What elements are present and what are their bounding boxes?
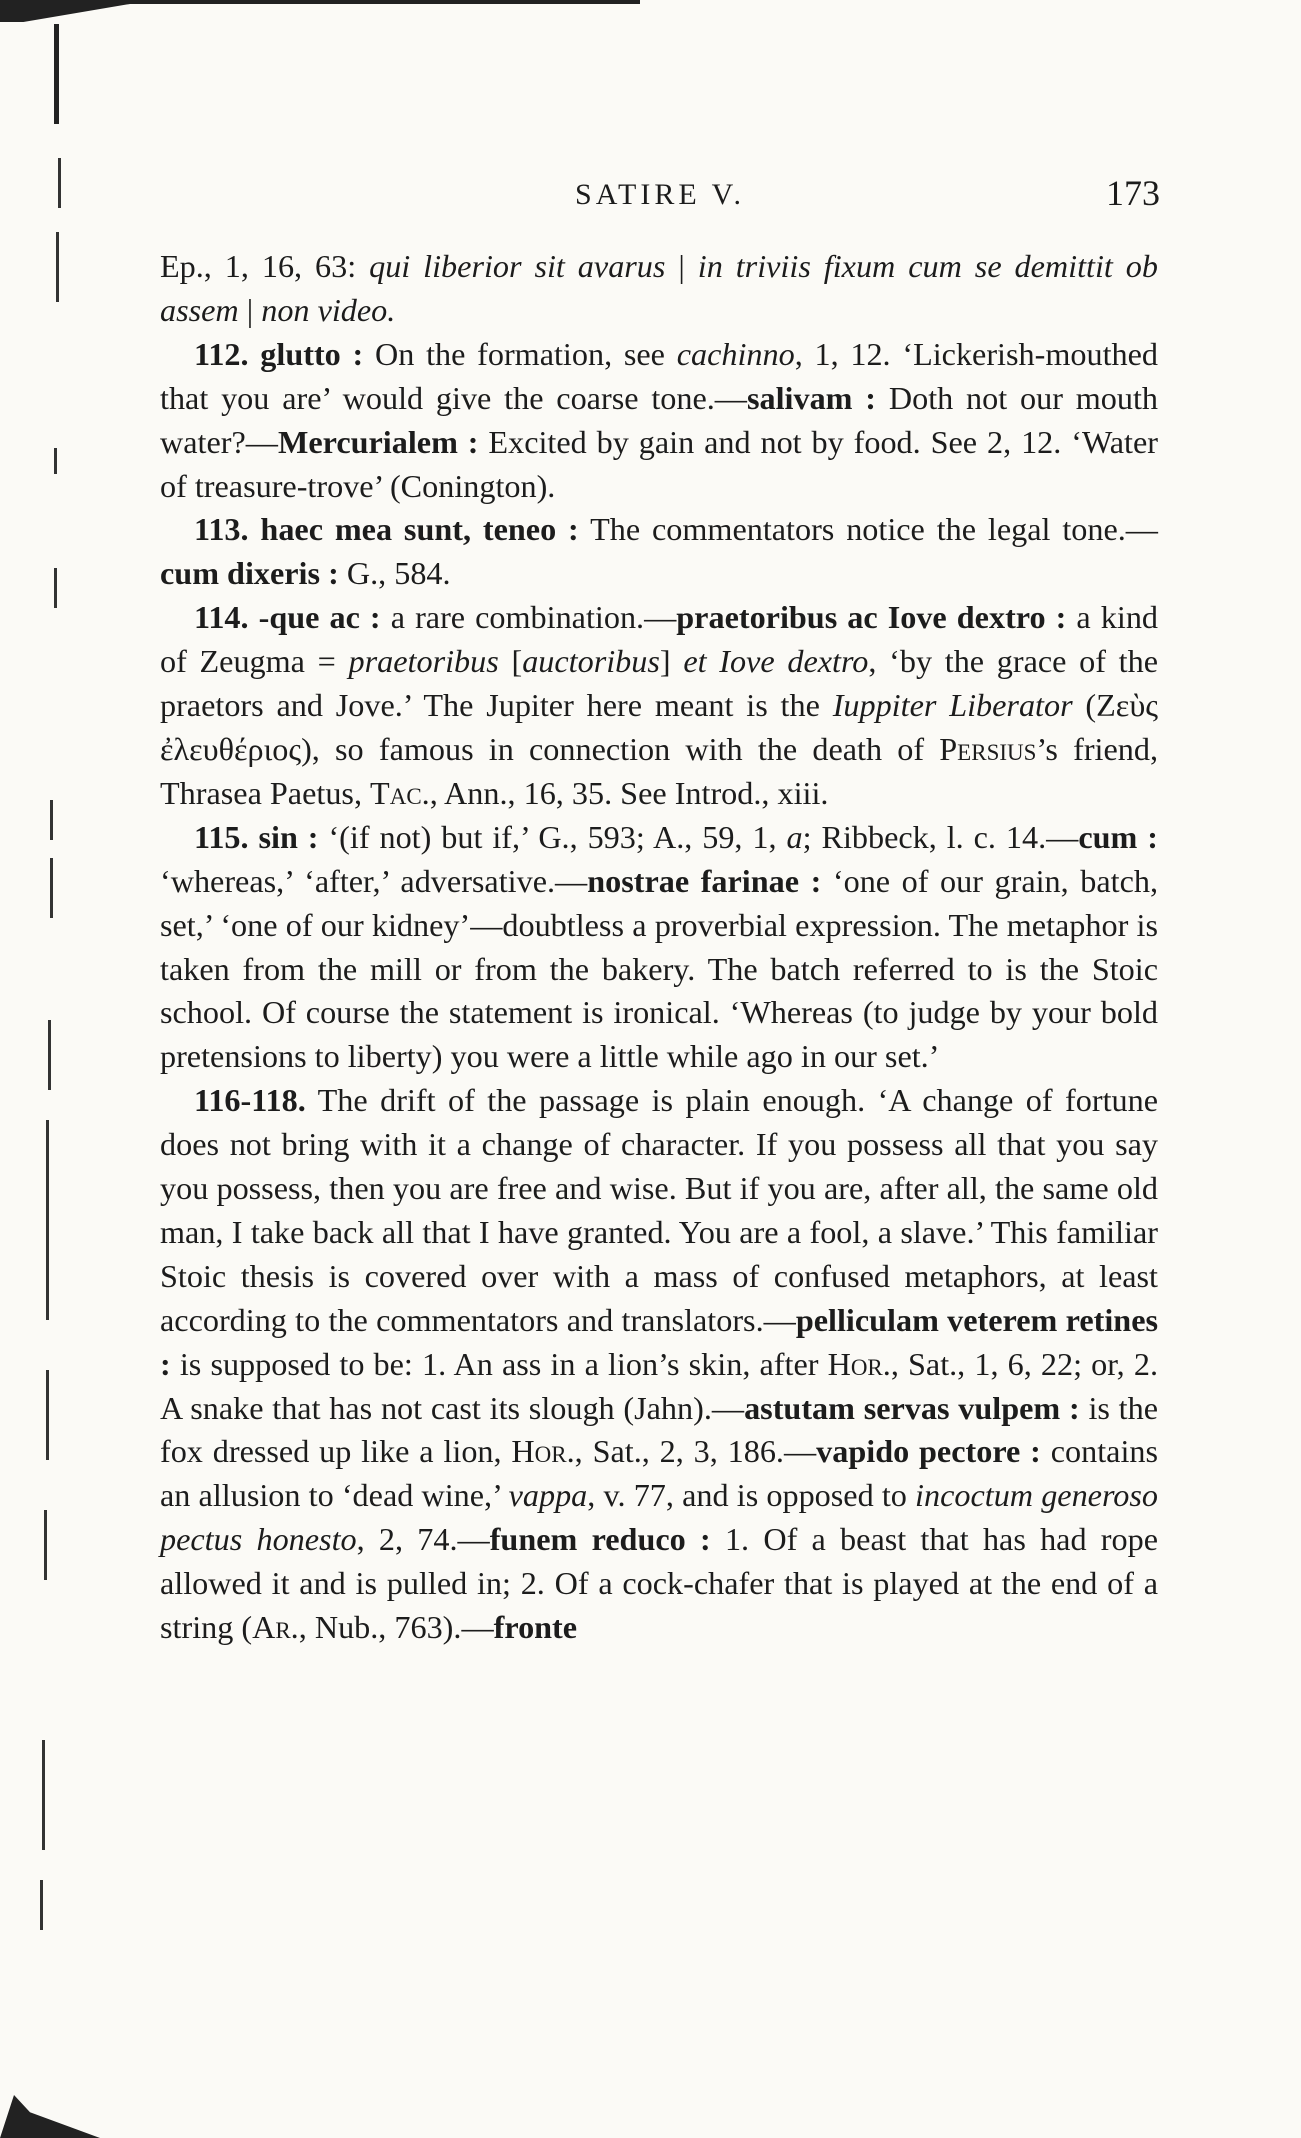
lemma-text: nostrae farinae : — [587, 862, 822, 899]
text-run: ‘(if not) but if,’ G., 593; A., 59, 1, — [318, 818, 787, 855]
author-abbrev: Tac. — [370, 774, 430, 811]
running-title: SATIRE V. — [575, 178, 745, 211]
scan-mark — [46, 1370, 49, 1460]
lemma-text: vapido pectore : — [816, 1433, 1041, 1470]
italic-text: incoctum generoso pectus honesto — [160, 1477, 1159, 1558]
text-run: ‘whereas,’ ‘after,’ adversative.— — [160, 862, 588, 899]
lemma-text: cum dixeris : — [160, 555, 339, 592]
text-run: G., 584. — [338, 555, 451, 592]
commentary-body — [160, 245, 1158, 1650]
author-abbrev: Hor. — [827, 1345, 891, 1382]
text-run: (Ζεὺς ἐλευθέριος), so famous in connection with the death of — [160, 687, 1158, 767]
text-run: is the fox dressed up like a lion, — [160, 1389, 1158, 1470]
lemma-text: praetoribus ac Iove dextro : — [676, 599, 1067, 636]
italic-text: praetoribus — [348, 643, 499, 680]
author-abbrev: Ar. — [252, 1609, 299, 1646]
italic-text: qui liberior sit avarus — [369, 248, 666, 284]
lemma-text: Mercurialem : — [277, 423, 479, 460]
text-run: , Ann., 16, 35. See Introd., xiii. — [429, 774, 829, 811]
text-run: The commentators notice the legal tone.— — [578, 511, 1158, 548]
text-run: [ — [498, 643, 523, 680]
text-run: The drift of the passage is plain enough. ‘A change of fortune does not bring with it a change of character. If you possess all that you say you possess, then you are free and wise. But if you are, after all, the same old man, I take back all that I have granted. You are a fool, a slave.’ This familiar Stoic thesis is covered over with a mass of confused metaphors, at least according to the commentators and translators.— — [160, 1082, 1158, 1338]
text-run: Ep., 1, 16, 63: — [160, 248, 370, 284]
scan-mark — [54, 568, 57, 608]
italic-text: cachinno — [676, 335, 795, 372]
text-run: | — [238, 291, 262, 328]
note-116-118 — [160, 1079, 1158, 1650]
lemma-text: 115. sin : — [194, 818, 319, 855]
text-run: , v. 77, and is opposed to — [587, 1477, 916, 1514]
lemma-text: salivam : — [746, 379, 877, 416]
text-run: contains an allusion to ‘dead wine,’ — [160, 1433, 1159, 1514]
scan-edge-corner — [0, 0, 130, 22]
text-run: a rare combination.— — [380, 599, 677, 636]
lemma-text: funem reduco : — [489, 1521, 711, 1558]
running-header — [160, 172, 1160, 222]
scan-mark — [44, 1510, 47, 1580]
note-113 — [160, 508, 1158, 596]
text-run: ’s friend, Thrasea Paetus, — [160, 730, 1159, 811]
scan-mark — [56, 232, 59, 302]
scan-mark — [58, 158, 61, 208]
note-114 — [160, 596, 1158, 816]
paragraph-continued — [160, 245, 1158, 333]
lemma-text: fronte — [493, 1609, 578, 1646]
scan-mark — [54, 448, 57, 474]
text-run: a kind of Zeugma = — [160, 599, 1159, 680]
scan-mark — [48, 1020, 51, 1090]
text-run: Excited by gain and not by food. See 2, 12. ‘Water of treasure-trove’ (Conington). — [160, 423, 1158, 504]
scan-edge-bottom-corner — [0, 2095, 100, 2138]
lemma-text: 112. glutto : — [194, 335, 364, 372]
italic-text: in triviis fixum cum se demittit ob assem — [160, 248, 1158, 328]
scan-mark — [42, 1740, 45, 1850]
text-run: , ‘by the grace of the praetors and Jove.’ The Jupiter here meant is the — [160, 643, 1158, 724]
text-run: 1. Of a beast that has had rope allowed it and is pulled in; 2. Of a cock-chafer that is played at the end of a string ( — [160, 1521, 1158, 1646]
text-run: , 1, 12. ‘Lickerish-mouthed that you are’ would give the coarse tone.— — [160, 335, 1158, 416]
scan-edge-left-stem — [54, 24, 59, 124]
lemma-text: astutam servas vulpem : — [744, 1389, 1080, 1426]
text-run: , Sat., 1, 6, 22; or, 2. A snake that has not cast its slough (Jahn).— — [160, 1345, 1158, 1426]
text-run: Doth not our mouth water?— — [160, 379, 1158, 460]
note-112 — [160, 333, 1158, 509]
scan-mark — [50, 858, 53, 918]
note-115 — [160, 816, 1158, 1079]
author-abbrev: Persius — [939, 730, 1037, 767]
italic-text: a — [786, 818, 803, 855]
page-number: 173 — [1106, 173, 1160, 213]
lemma-text: pelliculam veterem retines : — [160, 1301, 1159, 1382]
text-run: On the formation, see — [363, 335, 677, 372]
text-run: ‘one of our grain, batch, set,’ ‘one of our kidney’—doubtless a proverbial expression. The metaphor is taken from the mill or from the bakery. The batch referred to is the Stoic school. Of course the statement is ironical. ‘Whereas (to judge by your bold pretensions to liberty) you were a little while ago in our set.’ — [160, 862, 1159, 1075]
scan-mark — [50, 800, 53, 840]
lemma-text: 116-118. — [194, 1082, 306, 1119]
text-run: , Sat., 2, 3, 186.— — [574, 1433, 817, 1470]
scan-mark — [40, 1880, 43, 1930]
italic-text: Iuppiter Liberator — [832, 687, 1073, 724]
text-run: ] — [659, 643, 684, 680]
italic-text: et Iove dextro — [683, 643, 869, 680]
lemma-text: 113. haec mea sunt, teneo : — [194, 511, 579, 548]
scan-mark — [46, 1120, 49, 1320]
text-run: , 2, 74.— — [356, 1521, 490, 1558]
lemma-text: 114. -que ac : — [194, 599, 381, 636]
italic-text: vappa — [508, 1477, 588, 1514]
text-run: ; Ribbeck, l. c. 14.— — [802, 818, 1079, 855]
author-abbrev: Hor. — [511, 1433, 575, 1470]
italic-text: auctoribus — [522, 643, 660, 680]
italic-text: non video. — [261, 291, 396, 328]
text-run: , Nub., 763).— — [298, 1609, 494, 1646]
text-run: | — [665, 248, 698, 284]
text-run: is supposed to be: 1. An ass in a lion’s skin, after — [170, 1345, 828, 1382]
lemma-text: cum : — [1078, 818, 1158, 855]
